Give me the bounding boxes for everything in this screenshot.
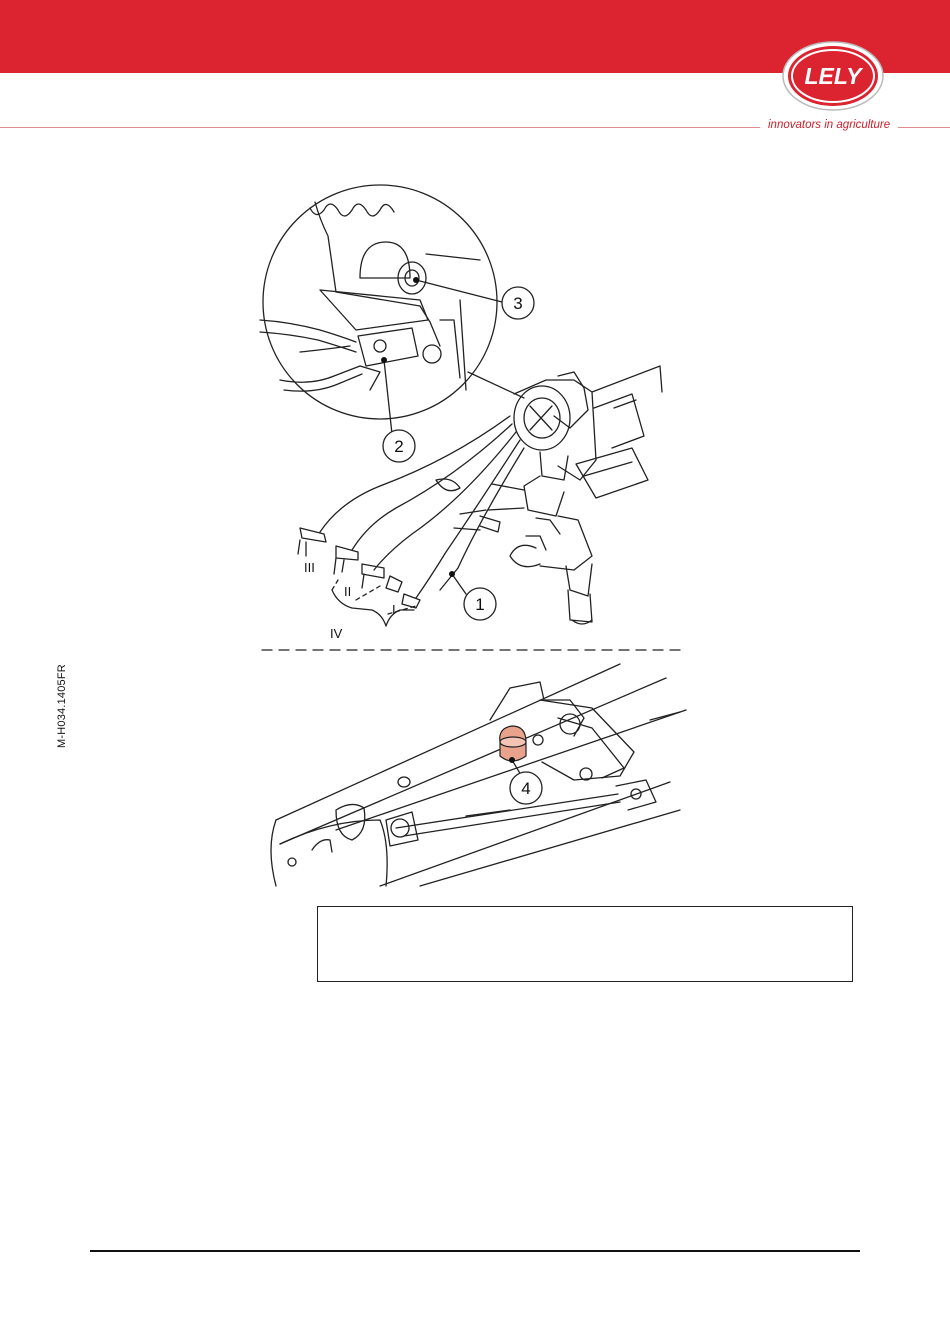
tagline: innovators in agriculture [768, 119, 891, 131]
header-rule-right [898, 127, 950, 128]
hydraulic-assembly [436, 366, 662, 624]
beam-assembly [271, 664, 686, 886]
leader-line-3 [416, 280, 502, 302]
callout-4-label: 4 [521, 779, 531, 798]
hose-label-iv: IV [330, 626, 343, 641]
callout-1-label: 1 [475, 595, 485, 614]
detail-content [260, 202, 480, 391]
callout-2-label: 2 [394, 437, 404, 456]
document-reference: M-H034.1405FR [56, 664, 68, 748]
hose-label-i: I [392, 602, 396, 617]
hydraulic-hoses [320, 416, 524, 598]
leader-line-1 [452, 574, 466, 594]
hose-label-ii: II [344, 584, 352, 599]
header-rule [0, 127, 760, 128]
technical-illustration [240, 180, 700, 890]
detail-circle [263, 185, 497, 419]
note-box [317, 906, 853, 982]
highlighted-part-4 [500, 726, 526, 761]
callout-3-label: 3 [513, 294, 523, 313]
footer-rule [90, 1250, 860, 1252]
leader-line-2 [384, 360, 392, 434]
lely-logo [780, 40, 886, 112]
hose-label-iii: III [304, 560, 315, 575]
logo-text: LELY [804, 63, 862, 89]
